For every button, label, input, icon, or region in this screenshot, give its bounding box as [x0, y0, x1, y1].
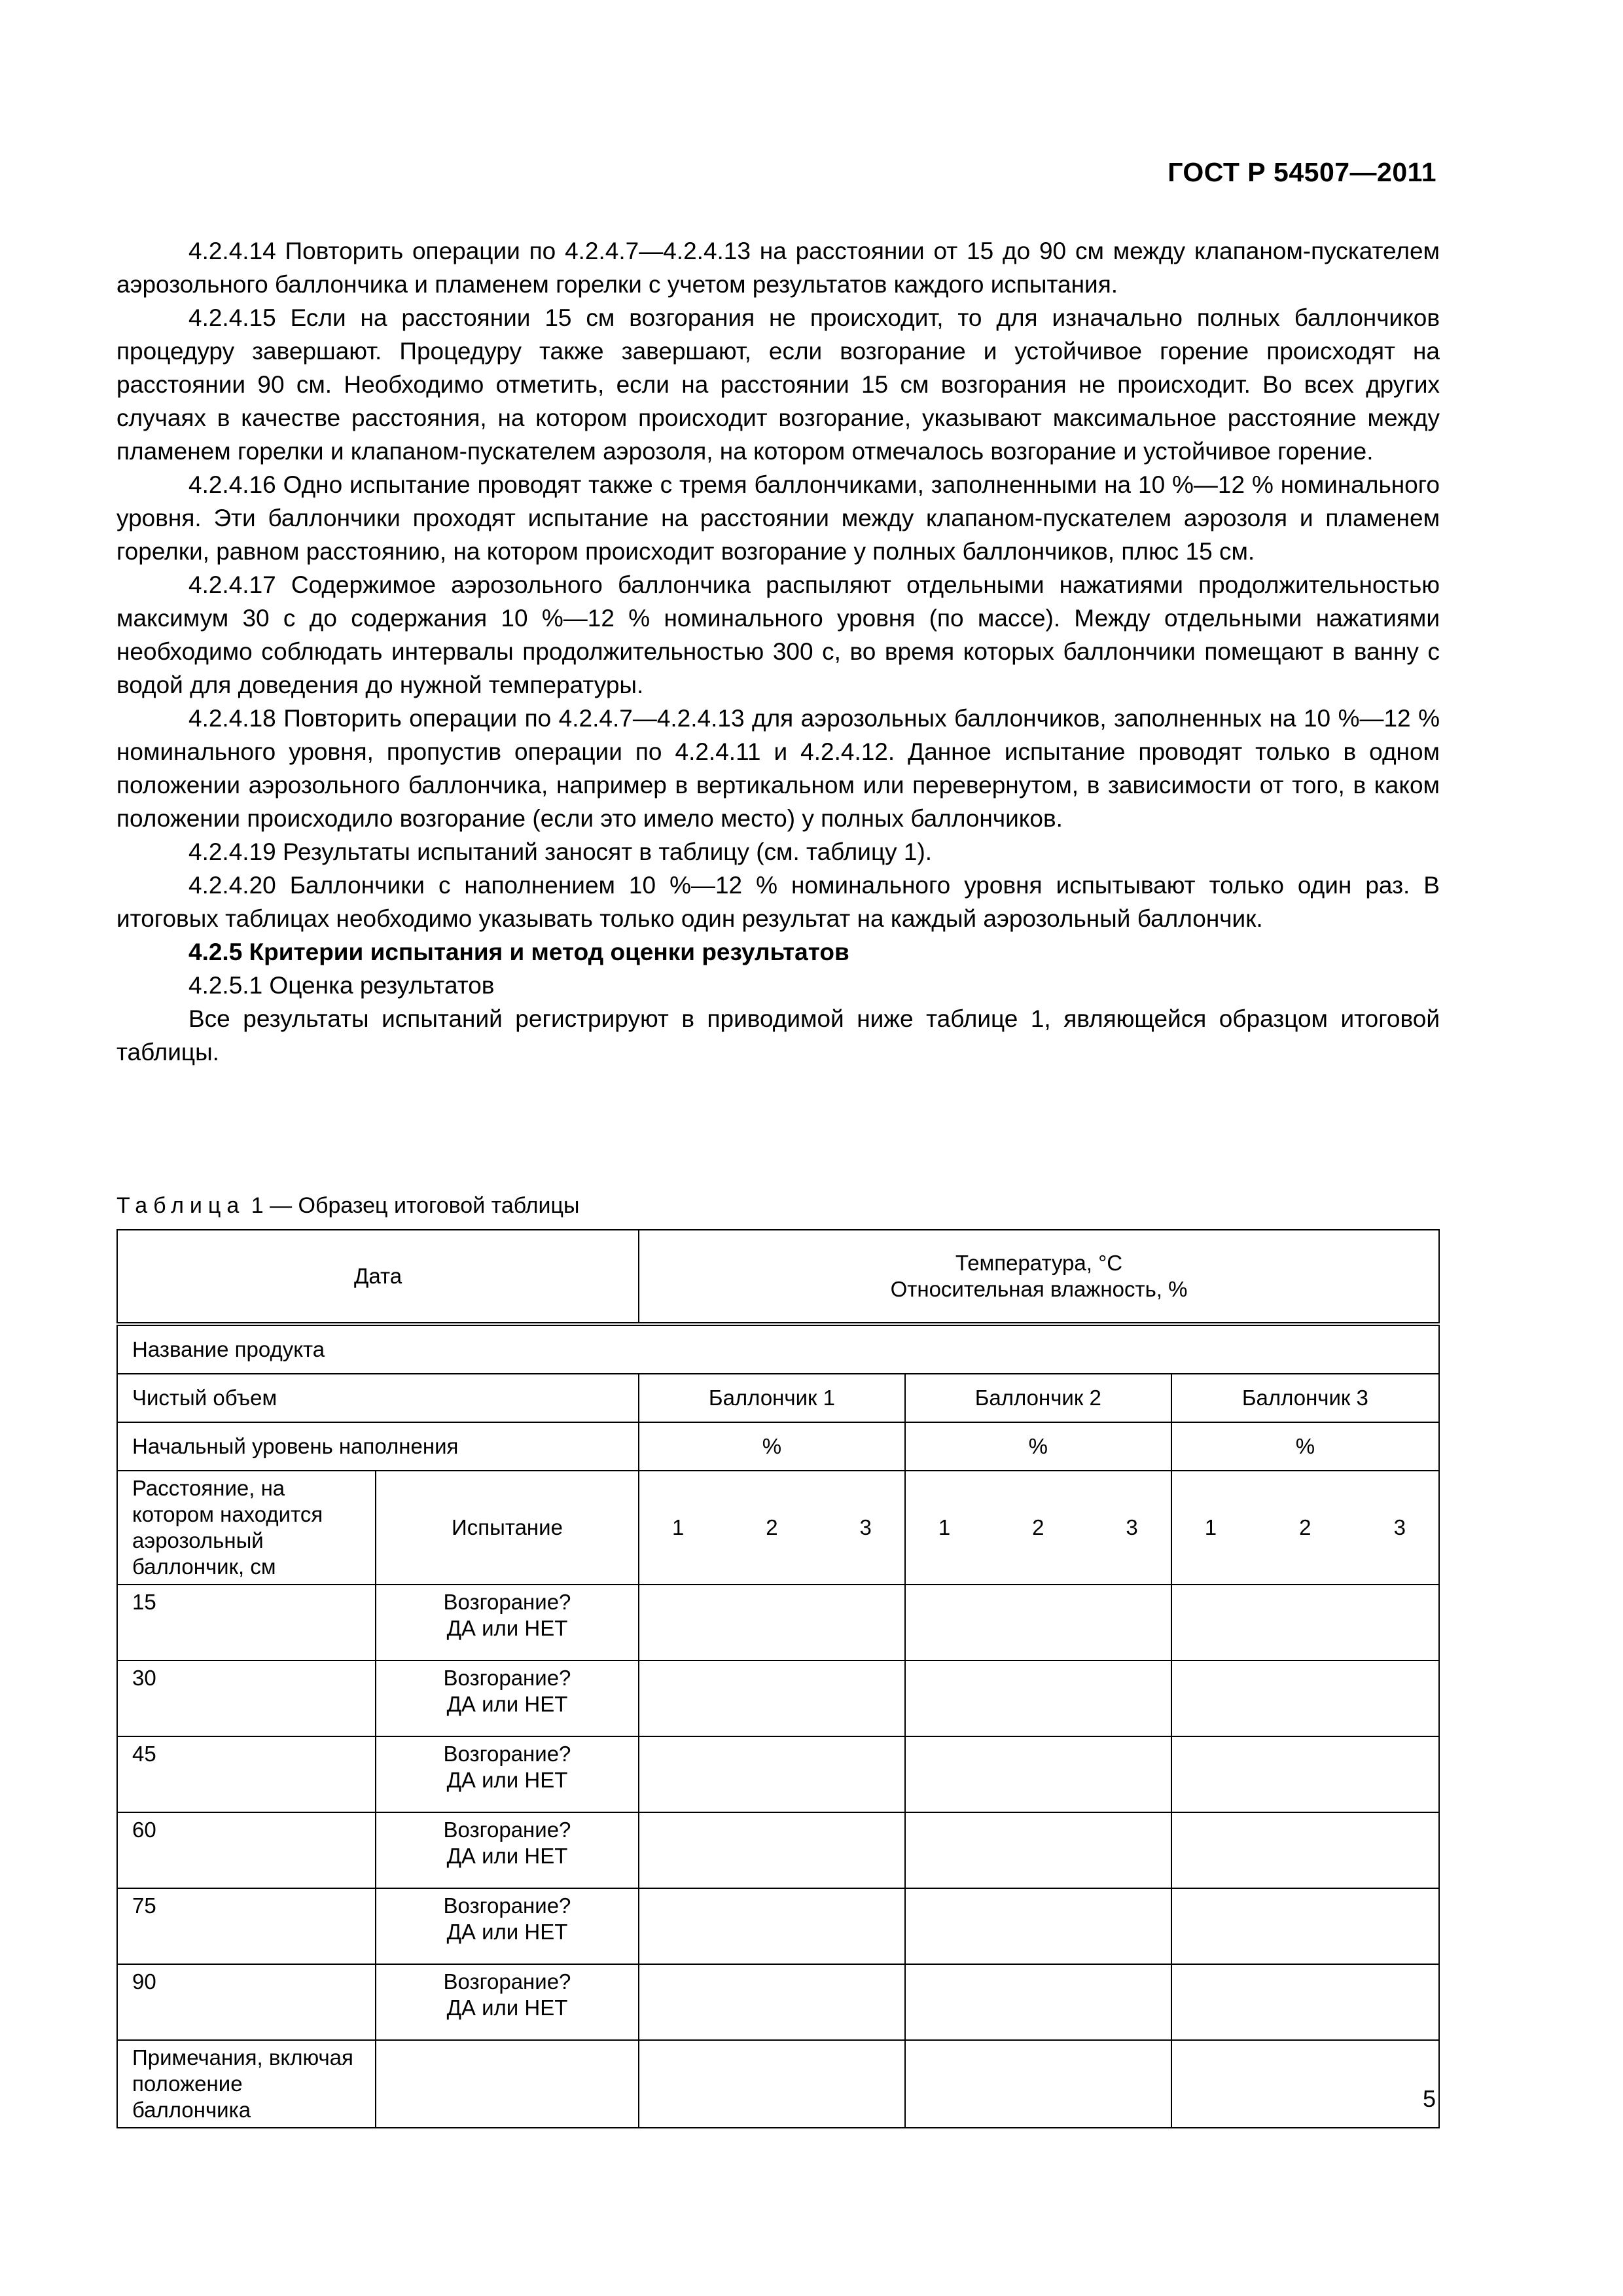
ignition-cell [376, 1736, 639, 1812]
distance-value: 15 [117, 1585, 376, 1660]
result-cell [905, 1736, 1171, 1812]
table-caption-title: 1 — Образец итоговой таблицы [245, 1193, 580, 1218]
temperature-label: Температура, °С [955, 1251, 1123, 1275]
trial-number: 3 [1126, 1515, 1138, 1539]
ignition-question: Возгорание? [443, 1893, 571, 1918]
ignition-question: Возгорание? [443, 1666, 571, 1690]
page-number: 5 [1422, 2085, 1436, 2112]
table-caption-prefix: Таблица [116, 1193, 245, 1218]
ignition-answer: ДА или НЕТ [446, 1616, 568, 1640]
trial-number: 3 [859, 1515, 872, 1539]
conditions-cell [639, 1230, 1439, 1324]
fill-level-label: Начальный уровень наполнения [117, 1422, 639, 1471]
distance-value: 45 [117, 1736, 376, 1812]
ignition-cell [376, 1812, 639, 1888]
date-cell: Дата [117, 1230, 639, 1324]
ignition-question: Возгорание? [443, 1969, 571, 1994]
ignition-answer: ДА или НЕТ [446, 1768, 568, 1792]
result-cell [639, 1736, 905, 1812]
paragraph-4-2-4-19: 4.2.4.19 Результаты испытаний заносят в таблицу (см. таблицу 1). [188, 838, 933, 865]
paragraph-4-2-4-14: 4.2.4.14 Повторить операции по 4.2.4.7—4.2.4.13 на расстоянии от 15 до 90 см между клапаном-пускателем аэрозольного баллончика и пламенем горелки с учетом результатов каждого испытания. [116, 238, 1440, 298]
result-cell [1171, 1660, 1439, 1736]
standard-code: ГОСТ Р 54507—2011 [1168, 157, 1436, 187]
humidity-label: Относительная влажность, % [890, 1277, 1188, 1301]
result-cell [1171, 1888, 1439, 1964]
can-3-header: Баллончик 3 [1171, 1374, 1439, 1422]
notes-row [117, 2040, 1439, 2128]
ignition-cell [376, 1660, 639, 1736]
ignition-cell [376, 1964, 639, 2040]
result-cell [639, 1660, 905, 1736]
distance-row-75 [117, 1888, 1439, 1964]
result-cell [639, 1585, 905, 1660]
can-3-trials [1171, 1471, 1439, 1585]
distance-value: 90 [117, 1964, 376, 2040]
result-cell [639, 1812, 905, 1888]
distance-value: 30 [117, 1660, 376, 1736]
can-2-fill: % [905, 1422, 1171, 1471]
subsection-title: 4.2.5.1 Оценка результатов [188, 972, 495, 999]
distance-row-15 [117, 1585, 1439, 1660]
paragraph-4-2-4-18: 4.2.4.18 Повторить операции по 4.2.4.7—4.2.4.13 для аэрозольных баллончиков, заполненных на 10 %—12 % номинального уровня, пропустив операции по 4.2.4.11 и 4.2.4.12. Данное испытание проводят только в одном положении аэрозольного баллончика, например в вертикальном или перевернутом, в зависимости от того, в каком положении происходило возгорание (если это имело место) у полных баллончиков. [116, 705, 1440, 832]
notes-cell [376, 2040, 639, 2128]
trial-number: 1 [672, 1515, 685, 1539]
trial-number: 2 [766, 1515, 778, 1539]
result-cell [639, 1964, 905, 2040]
ignition-answer: ДА или НЕТ [446, 1692, 568, 1716]
ignition-answer: ДА или НЕТ [446, 1844, 568, 1868]
result-cell [1171, 1964, 1439, 2040]
product-name-row [117, 1324, 1439, 1374]
distance-row-60 [117, 1812, 1439, 1888]
result-cell [905, 1888, 1171, 1964]
ignition-question: Возгорание? [443, 1590, 571, 1614]
trial-number: 2 [1032, 1515, 1044, 1539]
trial-number: 2 [1299, 1515, 1311, 1539]
distance-row-45 [117, 1736, 1439, 1812]
can-1-trials [639, 1471, 905, 1585]
net-volume-label: Чистый объем [117, 1374, 639, 1422]
notes-cell [639, 2040, 905, 2128]
ignition-answer: ДА или НЕТ [446, 1920, 568, 1944]
can-1-header: Баллончик 1 [639, 1374, 905, 1422]
result-cell [639, 1888, 905, 1964]
ignition-cell [376, 1585, 639, 1660]
net-volume-row [117, 1374, 1439, 1422]
trial-number: 1 [938, 1515, 951, 1539]
closing-paragraph: Все результаты испытаний регистрируют в приводимой ниже таблице 1, являющейся образцом итоговой таблицы. [116, 1005, 1440, 1066]
result-cell [905, 1585, 1171, 1660]
notes-cell [1171, 2040, 1439, 2128]
table-header-row [117, 1230, 1439, 1324]
distance-row-30 [117, 1660, 1439, 1736]
paragraph-4-2-4-15: 4.2.4.15 Если на расстоянии 15 см возгорания не происходит, то для изначально полных баллончиков процедуру завершают. Процедуру также завершают, если возгорание и устойчивое горение происходят на расстоянии 90 см. Необходимо отметить, если на расстоянии 15 см возгорания не происходит. Во всех других случаях в качестве расстояния, на котором происходит возгорание, указывают максимальное расстояние между пламенем горелки и клапаном-пускателем аэрозоля, на котором отмечалось возгорание и устойчивое горение. [116, 304, 1440, 465]
paragraph-4-2-4-20: 4.2.4.20 Баллончики с наполнением 10 %—12 % номинального уровня испытывают только один раз. В итоговых таблицах необходимо указывать только один результат на каждый аэрозольный баллончик. [116, 872, 1440, 932]
body-text [116, 234, 1440, 1069]
ignition-question: Возгорание? [443, 1818, 571, 1842]
distance-value: 60 [117, 1812, 376, 1888]
product-name-cell: Название продукта [117, 1324, 1439, 1374]
can-2-trials [905, 1471, 1171, 1585]
result-cell [1171, 1736, 1439, 1812]
result-cell [905, 1812, 1171, 1888]
trial-number: 3 [1393, 1515, 1406, 1539]
paragraph-4-2-4-17: 4.2.4.17 Содержимое аэрозольного баллончика распыляют отдельными нажатиями продолжительностью максимум 30 с до содержания 10 %—12 % номинального уровня (по массе). Между отдельными нажатиями необходимо соблюдать интервалы продолжительностью 300 с, во время которых баллончики помещают в ванну с водой для доведения до нужной температуры. [116, 571, 1440, 698]
section-heading: 4.2.5 Критерии испытания и метод оценки результатов [188, 939, 849, 965]
table-caption [116, 1193, 579, 1219]
can-1-fill: % [639, 1422, 905, 1471]
distance-row-90 [117, 1964, 1439, 2040]
ignition-question: Возгорание? [443, 1742, 571, 1766]
can-3-fill: % [1171, 1422, 1439, 1471]
result-cell [1171, 1812, 1439, 1888]
notes-label: Примечания, включая положение баллончика [117, 2040, 376, 2128]
can-2-header: Баллончик 2 [905, 1374, 1171, 1422]
result-cell [905, 1660, 1171, 1736]
distance-header-row [117, 1471, 1439, 1585]
trial-label: Испытание [376, 1471, 639, 1585]
ignition-cell [376, 1888, 639, 1964]
ignition-answer: ДА или НЕТ [446, 1996, 568, 2020]
result-cell [1171, 1585, 1439, 1660]
trial-number: 1 [1204, 1515, 1217, 1539]
notes-cell [905, 2040, 1171, 2128]
paragraph-4-2-4-16: 4.2.4.16 Одно испытание проводят также с тремя баллончиками, заполненными на 10 %—12 % номинального уровня. Эти баллончики проходят испытание на расстоянии между клапаном-пускателем аэрозоля и пламенем горелки, равном расстоянию, на котором происходит возгорание у полных баллончиков, плюс 15 см. [116, 471, 1440, 565]
distance-value: 75 [117, 1888, 376, 1964]
distance-label: Расстояние, на котором находится аэрозольный баллончик, см [117, 1471, 376, 1585]
fill-level-row [117, 1422, 1439, 1471]
results-table [116, 1229, 1440, 2128]
result-cell [905, 1964, 1171, 2040]
